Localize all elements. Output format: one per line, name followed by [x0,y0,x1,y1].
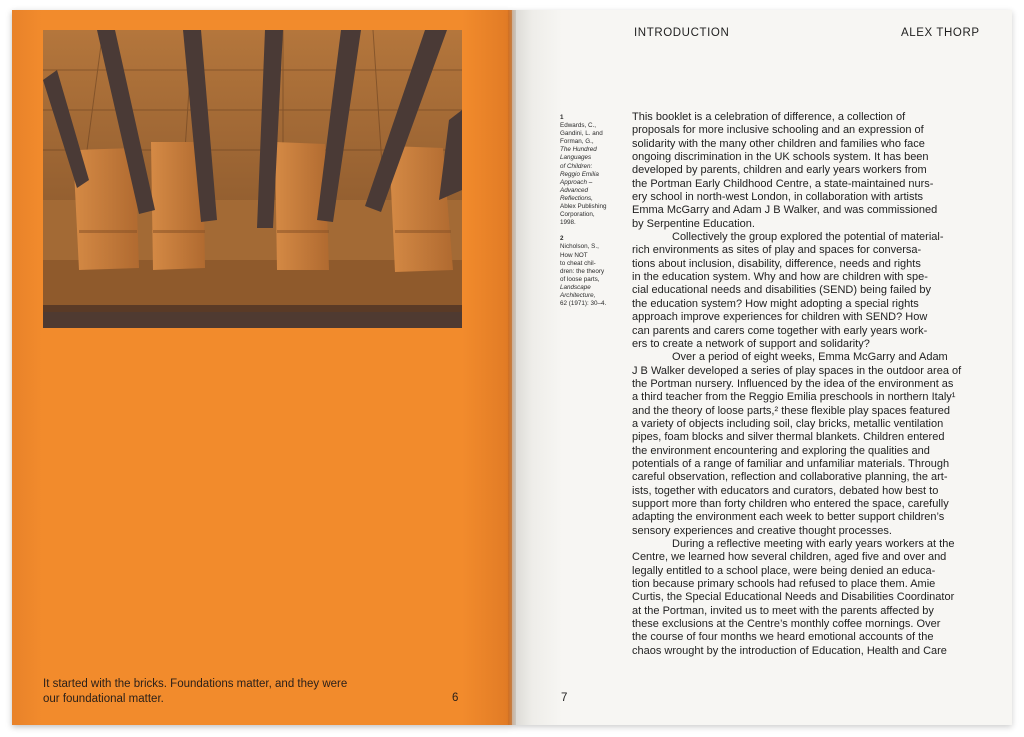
footnote-line: 1998. [560,219,576,227]
body-line: Emma McGarry and Adam J B Walker, and was commissioned [632,204,938,217]
body-line: support more than forty children who entered the space, carefully [632,497,949,510]
body-line: rich environments as sites of play and spaces for conversa- [632,244,922,257]
footnote-line: Ablex Publishing [560,203,607,211]
footnote-line: The Hundred [560,146,597,154]
footnote-line: Reggio Emilia [560,170,599,178]
body-line: solidarity with the many other children and families who face [632,137,925,150]
body-line: and the theory of loose parts,² these flexible play spaces featured [632,404,950,417]
body-line: pipes, foam blocks and silver thermal blankets. Children entered [632,431,945,444]
body-line: sensory experiences and creative thought processes. [632,524,892,537]
footnote-line: Approach – [560,178,593,186]
body-line: Over a period of eight weeks, Emma McGarry and Adam [672,351,948,364]
body-line: careful observation, reflection and collaborative planning, the art- [632,471,948,484]
author-name: ALEX THORP [901,27,980,39]
footnote-number: 2 [560,235,564,243]
footnote-line: Reflections, [560,194,593,202]
body-line: legally entitled to a school place, were being denied an educa- [632,564,936,577]
body-line: tions about inclusion, disability, difference, needs and rights [632,257,921,270]
book-gutter [508,10,516,725]
footnote-line: Corporation, [560,211,595,219]
right-page [512,10,1012,725]
footnote-line: Forman, G., [560,138,594,146]
footnote-line: Gandini, L. and [560,130,603,138]
page-number-right: 7 [561,692,568,704]
section-title: INTRODUCTION [634,27,730,39]
body-line: Centre, we learned how several children, aged five and over and [632,551,947,564]
body-line: proposals for more inclusive schooling and an expression of [632,124,924,137]
footnote-line: dren: the theory [560,267,605,275]
body-line: in the education system. Why and how are children with spe- [632,271,928,284]
footnote-line: Architecture, [560,291,596,299]
body-line: Curtis, the Special Educational Needs and Disabilities Coordinator [632,591,955,604]
caption-line: It started with the bricks. Foundations matter, and they were [43,678,348,690]
body-line: approach improve experiences for children with SEND? How [632,311,928,324]
footnote-line: to cheat chil- [560,259,596,267]
body-line: a variety of objects including soil, clay bricks, metallic ventilation [632,417,944,430]
page-number-left: 6 [452,692,459,704]
footnote-number: 1 [560,114,564,121]
body-line: chaos wrought by the introduction of Education, Health and Care [632,644,947,657]
body-line: Collectively the group explored the potential of material- [672,231,944,244]
body-line: at the Portman, invited us to meet with the parents affected by [632,604,934,617]
footnote-line: Landscape [560,283,591,291]
body-line: developed by parents, children and early years workers from [632,164,927,177]
body-line: the course of four months we heard emotional accounts of the [632,631,934,644]
footnote-line: of Children: [560,162,593,170]
footnote-line: of loose parts, [560,275,600,283]
body-line: the Portman Early Childhood Centre, a state-maintained nurs- [632,177,934,190]
introduction-body [632,111,982,658]
body-line: potentials of a range of familiar and unfamiliar materials. Through [632,457,950,470]
body-line: a third teacher from the Reggio Emilia preschools in northern Italy¹ [632,391,956,404]
body-line: ists, together with educators and curators, debated how best to [632,484,939,497]
footnote-line: Nicholson, S., [560,243,599,251]
footnote-line: Edwards, C., [560,122,597,130]
bricks-photo-image [43,30,462,328]
footnote-line: 62 (1971): 30–4. [560,300,607,308]
body-line: tion because primary schools had refused to place them. Amie [632,578,936,591]
body-line: This booklet is a celebration of difference, a collection of [632,111,906,123]
body-line: ongoing discrimination in the UK schools system. It has been [632,151,929,164]
footnote-line: How NOT [560,251,588,259]
body-line: ery school in north-west London, in collaboration with artists [632,191,924,204]
body-line: these exclusions at the Centre’s monthly coffee mornings. Over [632,618,941,631]
body-line: During a reflective meeting with early years workers at the [672,538,955,550]
body-line: the Portman nursery. Influenced by the idea of the environment as [632,377,954,390]
body-line: cial educational needs and disabilities (SEND) being failed by [632,284,932,297]
footnote-1 [560,114,624,227]
footnotes [560,114,624,316]
body-line: J B Walker developed a series of play spaces in the outdoor area of [632,364,962,377]
body-line: adapting the environment each week to better support children’s [632,511,945,524]
bricks-photo [43,30,462,328]
body-line: by Serpentine Education. [632,217,755,230]
body-line: ers to create a network of support and solidarity? [632,337,870,350]
body-line: can parents and carers come together with early years work- [632,324,928,337]
footnote-2 [560,235,624,308]
footnote-line: Advanced [560,186,589,194]
left-page [12,10,512,725]
body-line: the environment encountering and exploring the qualities and [632,444,930,457]
photo-caption [43,677,403,707]
caption-line: our foundational matter. [43,693,164,705]
body-line: the education system? How might adopting a special rights [632,297,919,310]
footnote-line: Languages [560,154,592,162]
